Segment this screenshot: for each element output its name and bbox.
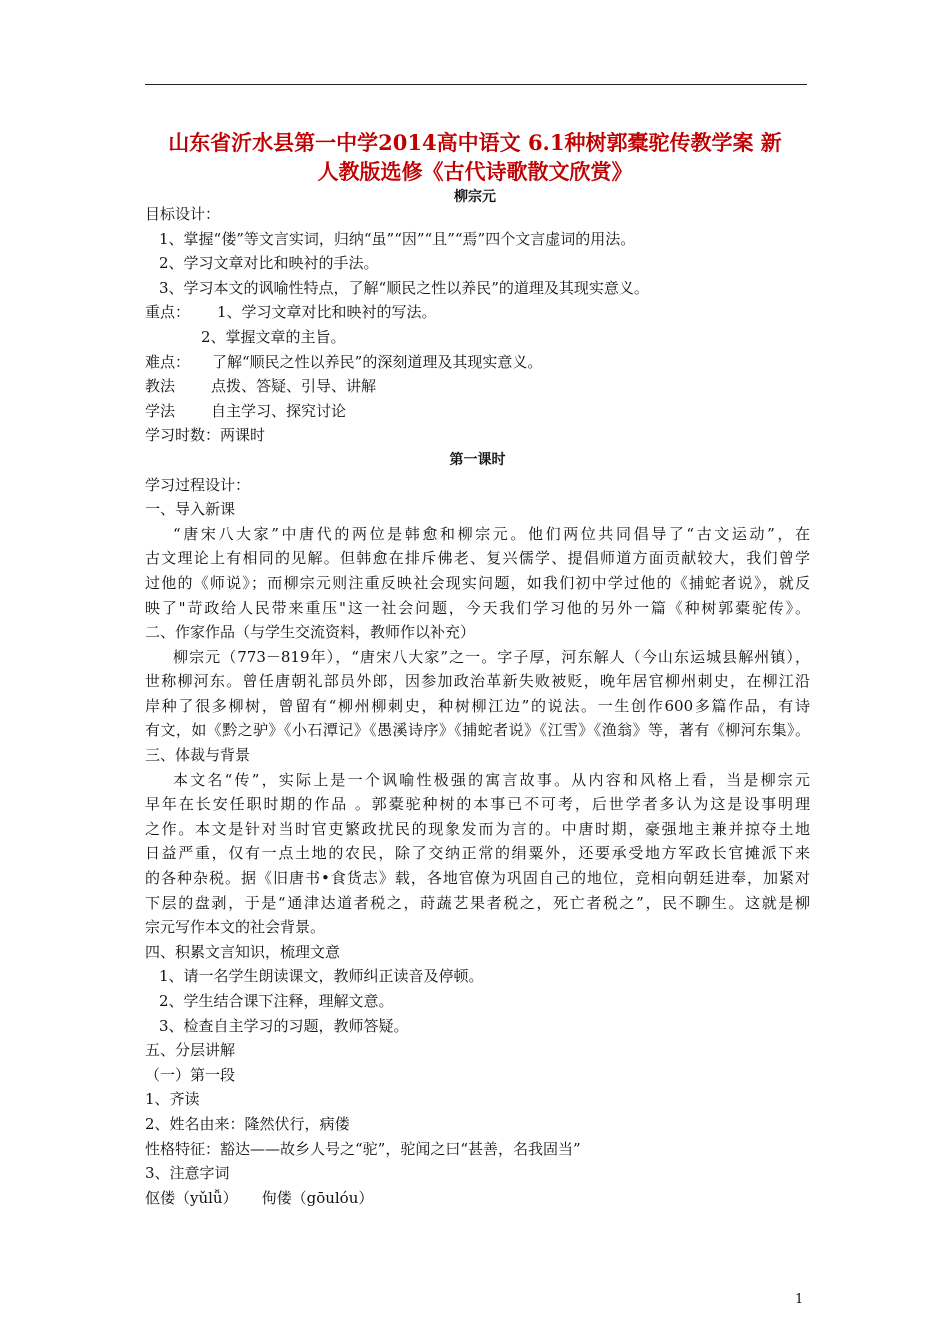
- title-line-2: 人教版选修《古代诗歌散文欣赏》: [317, 159, 633, 184]
- difficulty-text: 了解“顺民之性以养民”的深刻道理及其现实意义。: [212, 352, 543, 371]
- text-line: 3、注意字词: [145, 1164, 230, 1183]
- text-line: 柳宗元（773－819年），“唐宋八大家”之一。字子厚，河东解人（今山东运城县解州镇），: [173, 647, 810, 666]
- text-line: [145, 374, 810, 399]
- text-line: 早年在长安任职时期的作品 。郭橐驼种树的本事已不可考，后世学者多认为这是设事明理: [145, 795, 810, 814]
- document-title: [130, 128, 820, 186]
- text-line: 学习时数：两课时: [145, 426, 266, 445]
- text-line: “唐宋八大家”中唐代的两位是韩愈和柳宗元。他们两位共同倡导了“古文运动”，在: [173, 524, 810, 543]
- text-line: 日益严重，仅有一点土地的农民，除了交纳正常的绢粟外，还要承受地方军政长官摊派下来: [145, 844, 810, 863]
- text-line: 四、积累文言知识，梳理文意: [145, 942, 341, 961]
- text-line: 过他的《师说》；而柳宗元则注重反映社会现实问题，如我们初中学过他的《捕蛇者说》，就反: [145, 573, 810, 592]
- text-line: 2、掌握文章的主旨。: [201, 327, 346, 346]
- learning-method-label: 学法: [145, 401, 176, 420]
- text-line: 3、检查自主学习的习题，教师答疑。: [159, 1016, 409, 1035]
- text-line: 有文，如《黔之驴》《小石潭记》《愚溪诗序》《捕蛇者说》《江雪》《渔翁》等，著有《柳河东集》。: [145, 721, 810, 740]
- key-points-label: 重点：: [145, 303, 191, 322]
- text-line: 宗元写作本文的社会背景。: [145, 918, 326, 937]
- text-line: 二、作家作品（与学生交流资料，教师作以补充）: [145, 623, 476, 642]
- text-line: 目标设计：: [145, 205, 221, 223]
- text-line: 三、体裁与背景: [145, 746, 251, 765]
- section-heading: 第一课时: [449, 451, 506, 468]
- header-rule: [145, 84, 807, 85]
- text-line: 1、请一名学生朗读课文，教师纠正读音及停顿。: [159, 967, 484, 986]
- page-number: 1: [795, 1292, 804, 1307]
- document-body: [145, 202, 810, 1210]
- learning-method-text: 自主学习、探究讨论: [211, 401, 347, 420]
- text-line: 下层的盘剥，于是“通津达道者税之，莳蔬艺果者税之，死亡者税之”，民不聊生。这就是柳: [145, 893, 810, 912]
- title-line-1: 山东省沂水县第一中学2014高中语文 6.1种树郭橐驼传教学案 新: [168, 130, 782, 155]
- text-line: 2、姓名由来：隆然伏行，病偻: [145, 1114, 350, 1133]
- text-line: 1、齐读: [145, 1090, 200, 1109]
- text-line: [145, 350, 810, 375]
- text-line: [145, 300, 810, 325]
- teaching-method-text: 点拨、答疑、引导、讲解: [211, 377, 377, 396]
- text-line: 映了"苛政给人民带来重压"这一社会问题，今天我们学习他的另外一篇《种树郭橐驼传》。: [145, 598, 810, 617]
- text-line: 的各种杂税。据《旧唐书•食货志》载，各地官僚为巩固自己的地位，竞相向朝廷进奉，加紧对: [145, 869, 810, 888]
- text-line: 一、导入新课: [145, 500, 236, 519]
- text-line: 之作。本文是针对当时官吏繁政扰民的现象发而为言的。中唐时期，豪强地主兼并掠夺土地: [145, 819, 810, 838]
- text-line: 学习过程设计：: [145, 475, 251, 494]
- text-line: 2、学习文章对比和映衬的手法。: [159, 254, 379, 273]
- text-line: 2、学生结合课下注释，理解文意。: [159, 992, 394, 1010]
- text-line: 3、学习本文的讽喻性特点，了解“顺民之性以养民”的道理及其现实意义。: [159, 278, 649, 297]
- text-line: （一）第一段: [145, 1065, 236, 1084]
- text-line: 五、分层讲解: [145, 1041, 236, 1060]
- key-point-item: 1、学习文章对比和映衬的写法。: [217, 303, 437, 322]
- vocab-item: 佝偻（gōulóu）: [261, 1188, 374, 1207]
- text-line: [145, 399, 810, 424]
- text-line: 古文理论上有相同的见解。但韩愈在排斥佛老、复兴儒学、提倡师道方面贡献较大，我们曾学: [145, 549, 810, 568]
- author-name: 柳宗元: [454, 189, 496, 205]
- text-line: 1、掌握“偻”等文言实词，归纳“虽”“因”“且”“焉”四个文言虚词的用法。: [159, 229, 636, 248]
- text-line: 岸种了很多柳树，曾留有“柳州柳刺史，种树柳江边”的说法。一生创作600多篇作品，有诗: [145, 696, 810, 715]
- text-line: [145, 1186, 810, 1211]
- difficulty-label: 难点：: [145, 352, 191, 371]
- text-line: 性格特征：豁达——故乡人号之“驼”，驼闻之曰“甚善，名我固当”: [145, 1139, 581, 1158]
- teaching-method-label: 教法: [145, 377, 176, 396]
- text-line: 本文名“传”，实际上是一个讽喻性极强的寓言故事。从内容和风格上看，当是柳宗元: [173, 770, 810, 789]
- vocab-item: 伛偻（yǔlǚ）: [145, 1188, 238, 1207]
- text-line: 世称柳河东。曾任唐朝礼部员外郎，因参加政治革新失败被贬，晚年居官柳州刺史，在柳江沿: [145, 672, 810, 691]
